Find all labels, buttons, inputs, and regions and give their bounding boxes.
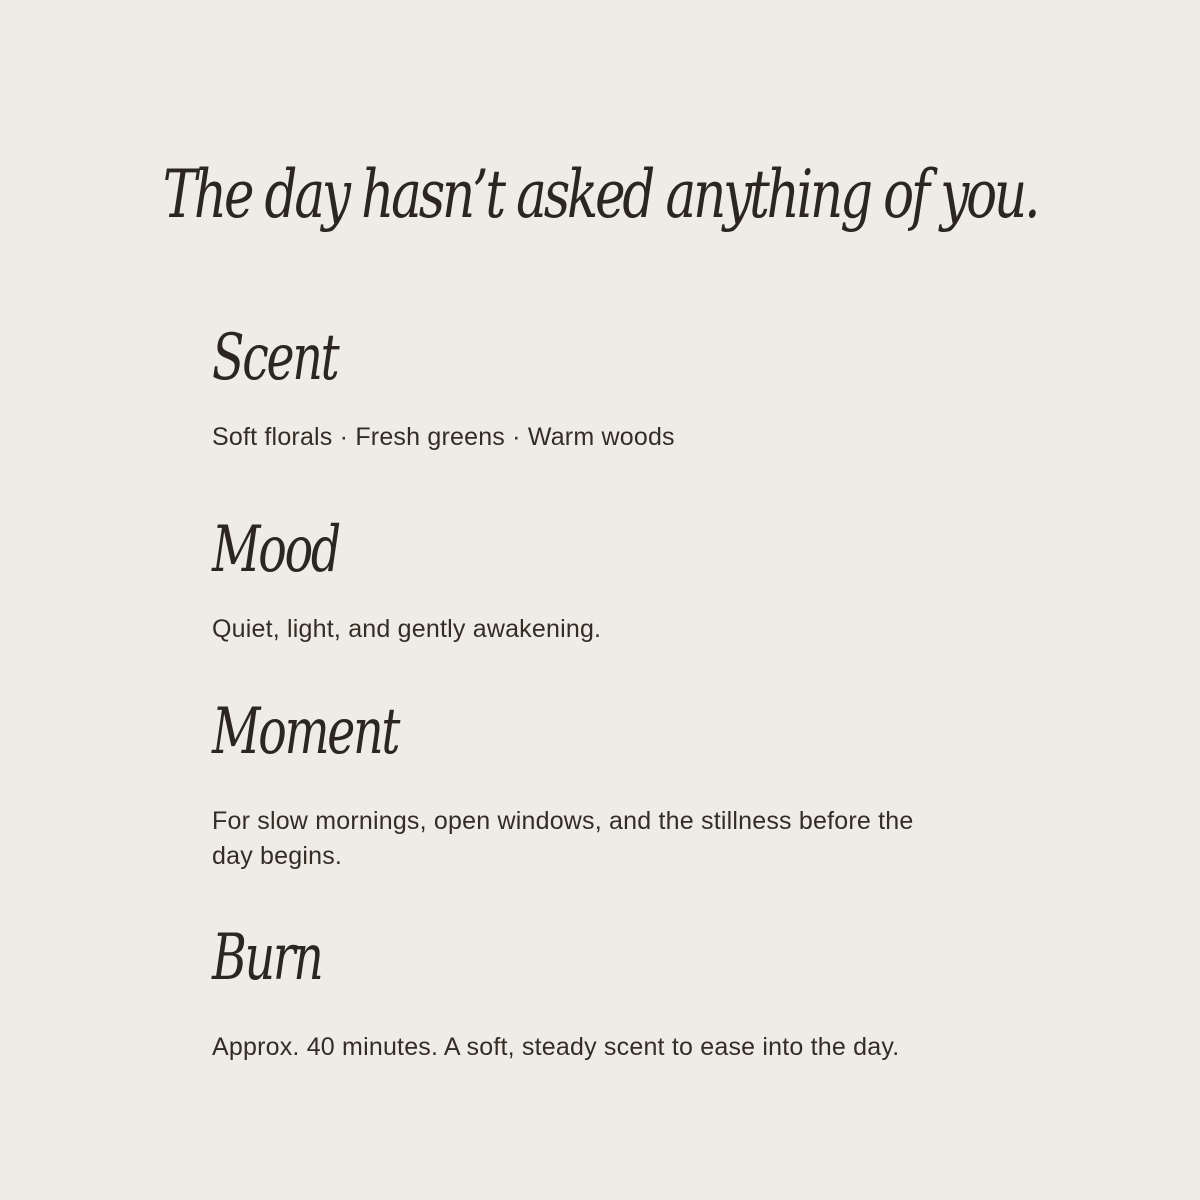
section-title-scent: Scent [212,321,338,395]
section-body-burn: Approx. 40 minutes. A soft, steady scent to ease into the day. [212,1033,900,1061]
section-title-mood: Mood [212,513,339,587]
section-body-mood: Quiet, light, and gently awakening. [212,615,602,643]
section-body-moment: For slow mornings, open windows, and the stillness before the day begins. [212,807,914,870]
section-burn [212,918,992,1065]
section-scent [212,318,992,455]
headline: The day hasn’t asked anything of you. [162,156,1038,233]
section-body-scent: Soft florals · Fresh greens · Warm woods [212,423,675,451]
section-moment [212,692,992,874]
section-title-moment: Moment [212,695,399,769]
section-mood [212,510,992,647]
section-title-burn: Burn [212,921,322,995]
